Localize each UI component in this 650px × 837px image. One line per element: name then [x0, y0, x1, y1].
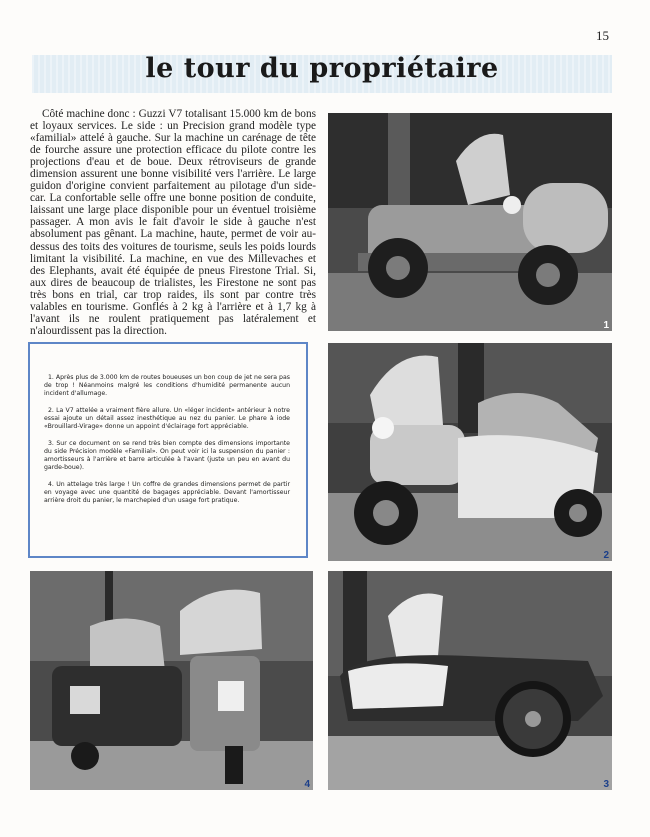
- photo-3-number: 3: [603, 779, 609, 790]
- photo-3: [328, 571, 612, 790]
- page-title: le tour du propriétaire: [145, 53, 499, 84]
- photo-2-number: 2: [603, 550, 609, 561]
- caption-2: 2. La V7 attelée a vraiment fière allure. Un «léger incident» antérieur à notre essai ajoute un détail assez inesthétique au nez du panier. Le phare à iode «Brouillard-Virage» donne un appoint d'éclairage fort appréciable.: [44, 407, 290, 430]
- caption-4: 4. Un attelage très large ! Un coffre de grandes dimensions permet de partir en voyage avec une quantité de bagages appréciable. Devant l'amortisseur arrière droit du panier, le marchepied d'un usage fort pratique.: [44, 481, 290, 504]
- caption-1: 1. Après plus de 3.000 km de routes boueuses un bon coup de jet ne sera pas de trop ! Néanmoins malgré les conditions d'humidité permanente aucun incident d'allumage.: [44, 374, 290, 397]
- motorcycle-sidecar-side-image: [328, 113, 612, 331]
- captions-box: [28, 342, 308, 558]
- motorcycle-sidecar-rear-image: [30, 571, 313, 790]
- motorcycle-sidecar-front-image: [328, 343, 612, 561]
- photo-4: [30, 571, 313, 790]
- photo-1: [328, 113, 612, 331]
- photo-4-number: 4: [304, 779, 310, 790]
- caption-3: 3. Sur ce document on se rend très bien compte des dimensions importante du side Précision modèle «Familial». On peut voir ici la suspension du panier : amortisseurs à l'arrière et barre articulée à l'avant (juste un peu en avant du garde-boue).: [44, 440, 290, 471]
- sidecar-side-view-image: [328, 571, 612, 790]
- article-body: Côté machine donc : Guzzi V7 totalisant 15.000 km de bons et loyaux services. Le side : un Precision grand modèle type «familial» attelé à gauche. Sur la machine un carénage de tête de fourche assure une protection efficace du pilote contre les projections d'eau et de boue. Deux rétroviseurs de grande dimension assurent une bonne visibilité vers l'arrière. Le large guidon d'origine convient parfaitement au pilotage d'un side-car. La confortable selle offre une bonne position de conduite, laissant une large place disponible pour un éventuel troisième passager. A mon avis le fait d'avoir le side à gauche n'est absolument pas gênant. La machine, haute, permet de voir au-dessus des toits des voitures de tourisme, seuls les poids lourds limitant la visibilité. La machine, en vue des Millevaches et des Elephants, avait été équipée de pneus Firestone Trial. Si, aux dires de beaucoup de trialistes, les Firestone ne sont pas très bons en trial, car trop raides, ils sont par contre très valables en tourisme. Gonflés à 2 kg à l'arrière et à 1,7 kg à l'avant ils ne roulent pratiquement pas latéralement et n'alourdissent pas la direction.: [30, 108, 316, 337]
- photo-2: [328, 343, 612, 561]
- photo-1-number: 1: [603, 320, 609, 331]
- page-number: 15: [596, 28, 609, 43]
